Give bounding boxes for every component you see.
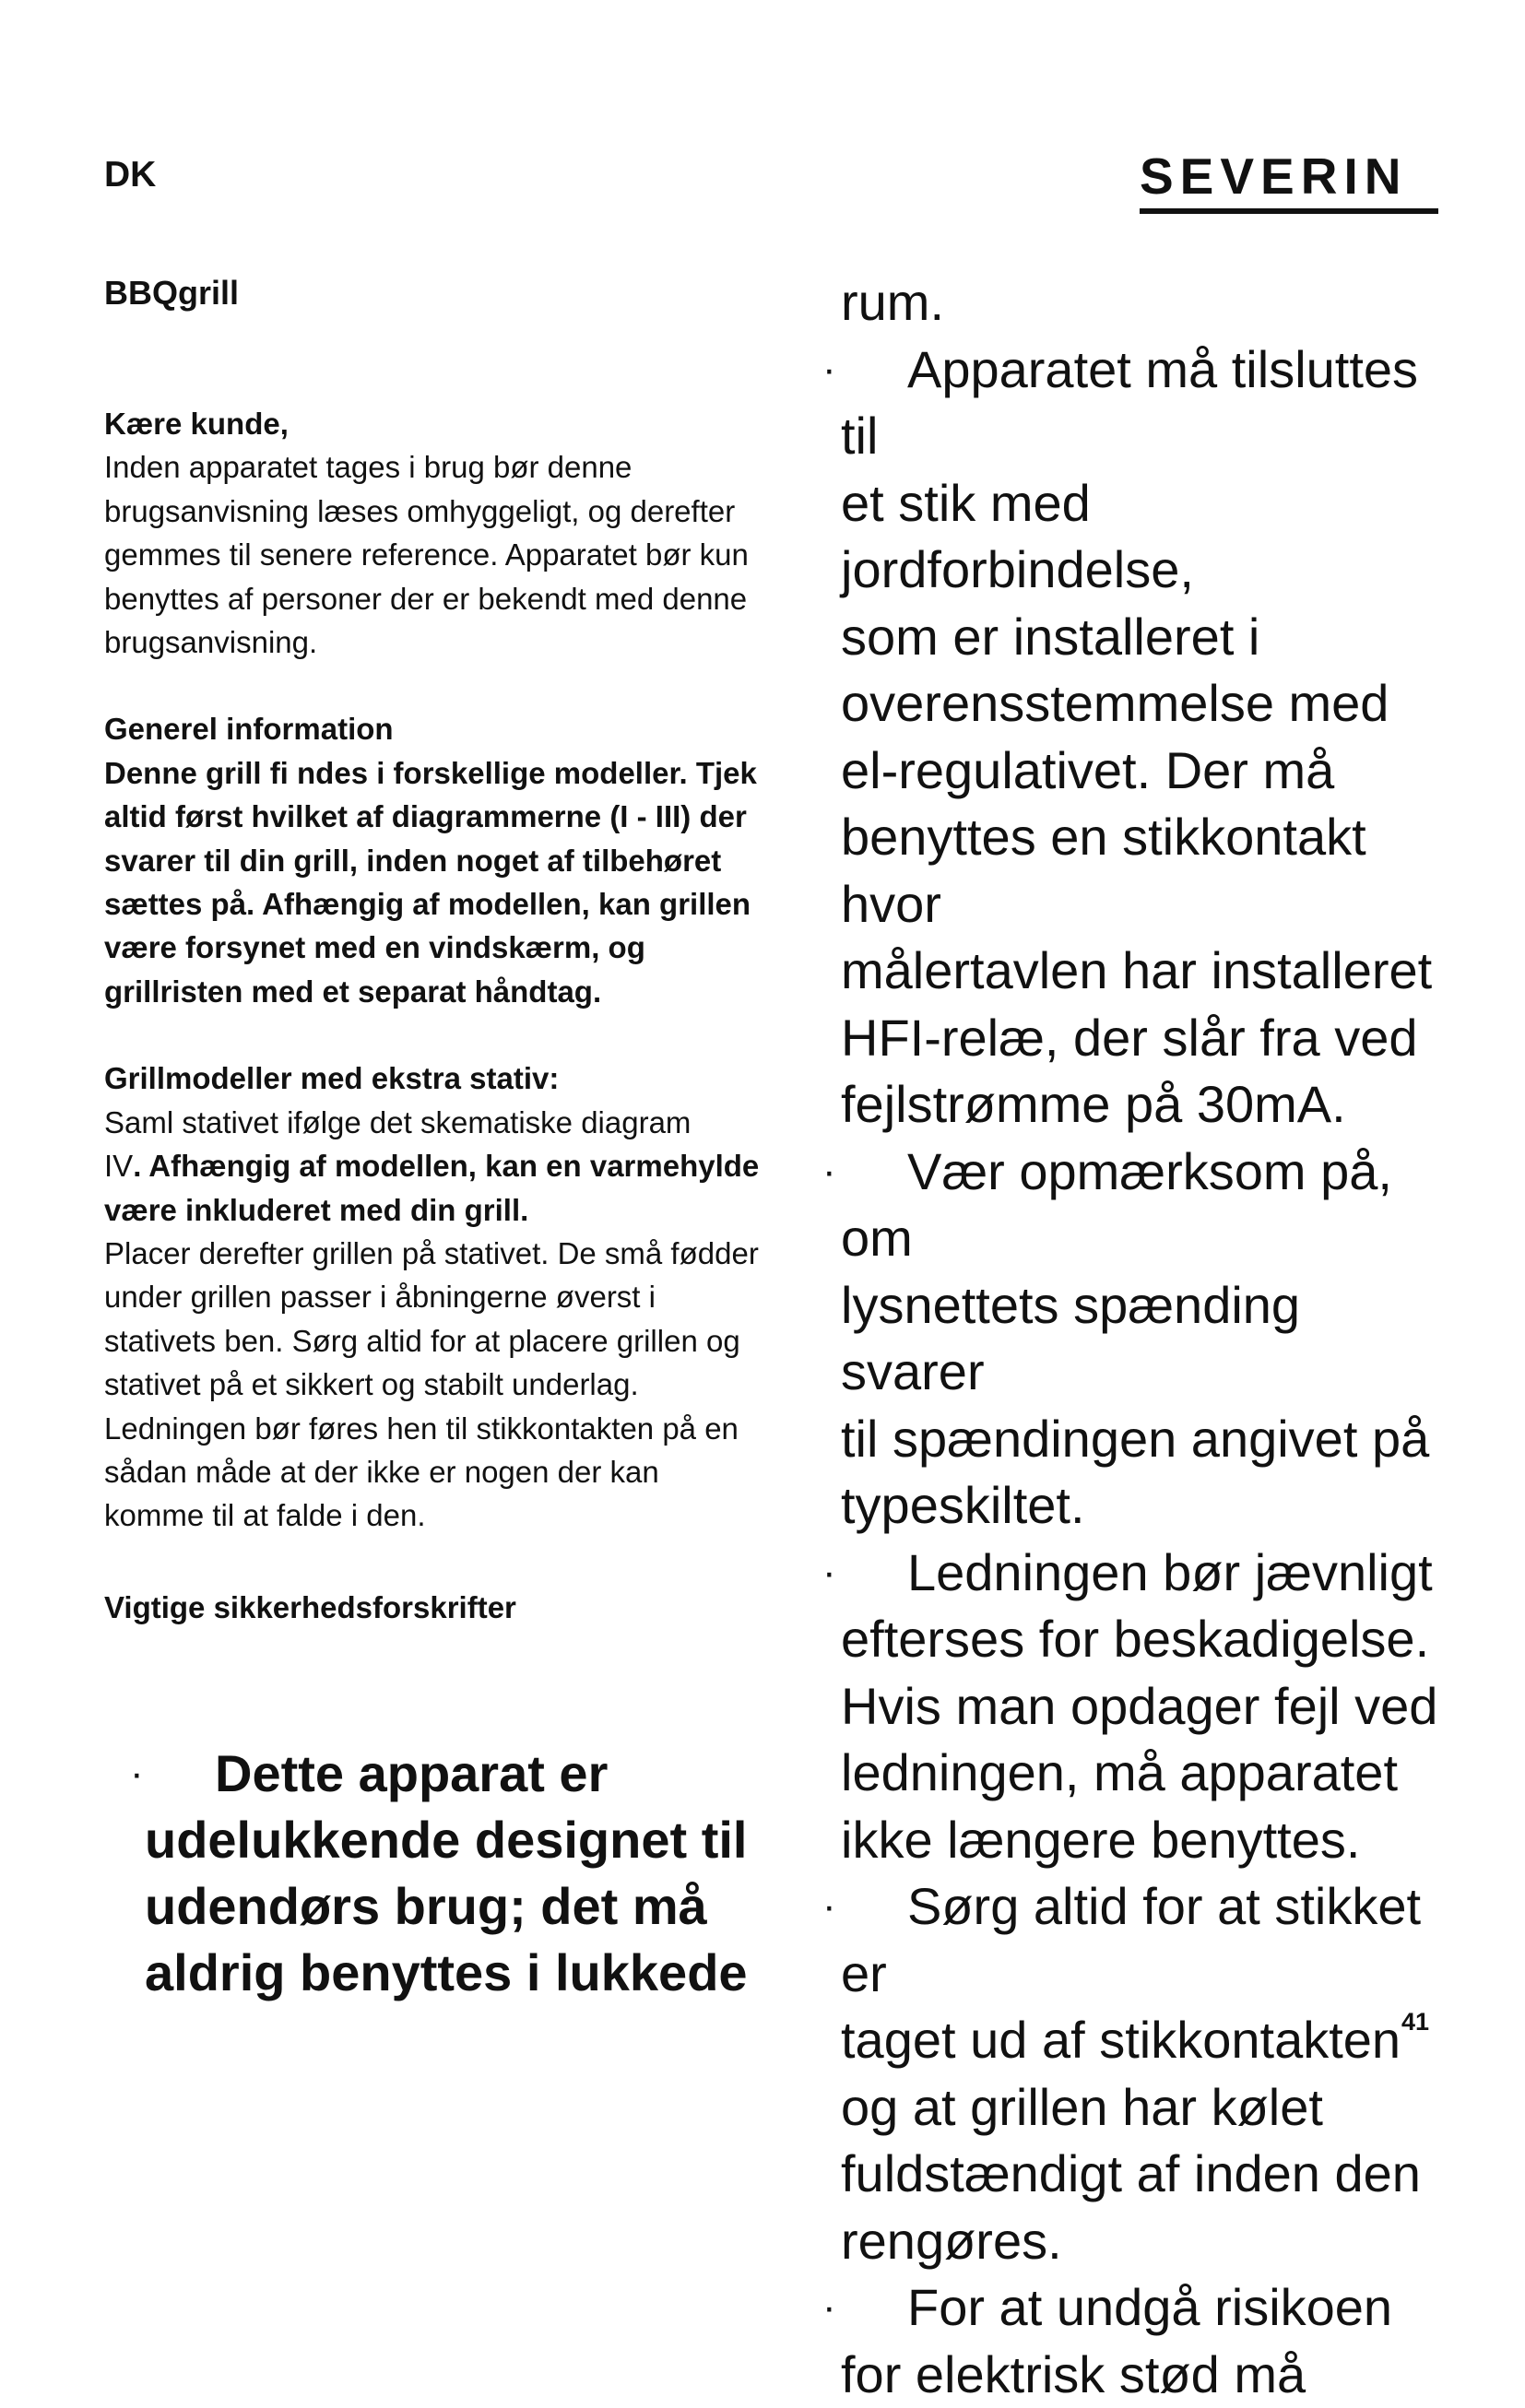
general-heading: Generel information bbox=[104, 707, 763, 750]
bullet-line: aldrig benyttes i lukkede bbox=[145, 1943, 748, 2001]
safety-bullet bbox=[822, 1540, 1449, 1874]
bullet-line: Vær opmærksom på, om bbox=[841, 1142, 1392, 1268]
bullet-line: udendørs brug; det må bbox=[145, 1877, 707, 1935]
bullet-text bbox=[822, 336, 1449, 1139]
bullet-line: efterses for beskadigelse. bbox=[841, 1610, 1429, 1668]
safety-bullet bbox=[822, 1873, 1449, 2274]
brand-wordmark: SEVERIN bbox=[1140, 148, 1438, 205]
bullet-line: fuldstændigt af inden den bbox=[841, 2144, 1421, 2202]
diagram-ref: IV bbox=[104, 1149, 133, 1183]
brand-logo bbox=[1140, 148, 1438, 218]
bullet-icon: · bbox=[822, 2274, 836, 2342]
bullet-icon: · bbox=[822, 1873, 836, 1941]
bullet-text bbox=[822, 2274, 1449, 2408]
bullet-line: ledningen, må apparatet bbox=[841, 1743, 1398, 1801]
bullet-line: Ledningen bør jævnligt bbox=[841, 1543, 1433, 1601]
bullet-icon: · bbox=[822, 1540, 836, 1607]
bullet-line: lysnettets spænding svarer bbox=[841, 1276, 1300, 1401]
safety-list-left bbox=[104, 1741, 768, 2006]
bullet-line: For at undgå risikoen bbox=[841, 2278, 1392, 2336]
bullet-text bbox=[822, 1540, 1449, 1874]
bullet-line: typeskiltet. bbox=[841, 1476, 1085, 1534]
bullet-line: Hvis man opdager fejl ved bbox=[841, 1677, 1437, 1735]
brand-underline bbox=[1140, 208, 1438, 214]
bullet-line: el-regulativet. Der må bbox=[841, 741, 1334, 799]
intro-paragraph: Inden apparatet tages i brug bør denne brugsanvisning læses omhyggeligt, og derefter gemmes til senere reference. Apparatet bør kun benyttes af personer der er bekendt med denne brugsanvisning. bbox=[104, 445, 763, 664]
bullet-icon: · bbox=[822, 1139, 836, 1206]
continued-text: rum. bbox=[822, 269, 1449, 336]
bullet-text bbox=[104, 1741, 768, 2006]
bullet-line: til spændingen angivet på bbox=[841, 1410, 1429, 1468]
bullet-line: udelukkende designet til bbox=[145, 1811, 747, 1869]
bullet-line: og at grillen har kølet bbox=[841, 2078, 1323, 2136]
bullet-text bbox=[822, 1139, 1449, 1540]
bullet-line: taget ud af stikkontakten bbox=[841, 2011, 1401, 2069]
bullet-icon: · bbox=[822, 336, 836, 404]
stand-heading: Grillmodeller med ekstra stativ: bbox=[104, 1056, 763, 1100]
bullet-text bbox=[822, 1873, 1449, 2274]
safety-list-right bbox=[822, 336, 1449, 2408]
safety-bullet bbox=[822, 336, 1449, 1139]
stand-diagram-reference bbox=[104, 1144, 763, 1232]
safety-heading: Vigtige sikkerhedsforskrifter bbox=[104, 1586, 763, 1629]
bullet-line: ikke længere benyttes. bbox=[841, 1811, 1360, 1869]
left-column bbox=[104, 402, 763, 1629]
safety-bullet bbox=[822, 1139, 1449, 1540]
page-number: 41 bbox=[1401, 2008, 1429, 2036]
product-title: BBQgrill bbox=[104, 274, 239, 313]
safety-bullet bbox=[822, 2274, 1449, 2408]
safety-bullet bbox=[104, 1741, 768, 2006]
bullet-line: fejlstrømme på 30mA. bbox=[841, 1075, 1346, 1133]
stand-bold-text: . Afhængig af modellen, kan en varmehylde være inkluderet med din grill. bbox=[104, 1149, 759, 1226]
bullet-line: som er installeret i bbox=[841, 608, 1259, 666]
bullet-line: HFI-relæ, der slår fra ved bbox=[841, 1009, 1418, 1067]
bullet-line: et stik med jordforbindelse, bbox=[841, 474, 1194, 599]
bullet-line: Sørg altid for at stikket er bbox=[841, 1877, 1421, 2002]
bullet-icon: · bbox=[130, 1741, 144, 1807]
bullet-line: rengøres. bbox=[841, 2212, 1062, 2270]
general-paragraph: Denne grill fi ndes i forskellige modeller. Tjek altid først hvilket af diagrammerne (I - III) der svarer til din grill, inden noget af tilbehøret sættes på. Afhængig af modellen, kan grillen være forsynet med en vindskærm, og grillristen med et separat håndtag. bbox=[104, 751, 763, 1013]
right-column bbox=[822, 269, 1449, 2408]
bullet-line: benyttes en stikkontakt hvor bbox=[841, 808, 1366, 933]
bullet-line: for elektrisk stød må bbox=[841, 2345, 1306, 2403]
bullet-line: målertavlen har installeret bbox=[841, 941, 1432, 999]
stand-instruction-line: Saml stativet ifølge det skematiske diagram bbox=[104, 1101, 763, 1144]
language-code: DK bbox=[104, 155, 156, 195]
greeting: Kære kunde, bbox=[104, 402, 763, 445]
stand-paragraph: Placer derefter grillen på stativet. De små fødder under grillen passer i åbningerne øverst i stativets ben. Sørg altid for at placere grillen og stativet på et sikkert og stabilt underlag. Ledningen bør føres hen til stikkontakten på en sådan måde at der ikke er nogen der kan komme til at falde i den. bbox=[104, 1232, 763, 1538]
bullet-line: overensstemmelse med bbox=[841, 674, 1389, 732]
bullet-line: Apparatet må tilsluttes til bbox=[841, 340, 1418, 466]
bullet-line: Dette apparat er bbox=[145, 1744, 608, 1802]
